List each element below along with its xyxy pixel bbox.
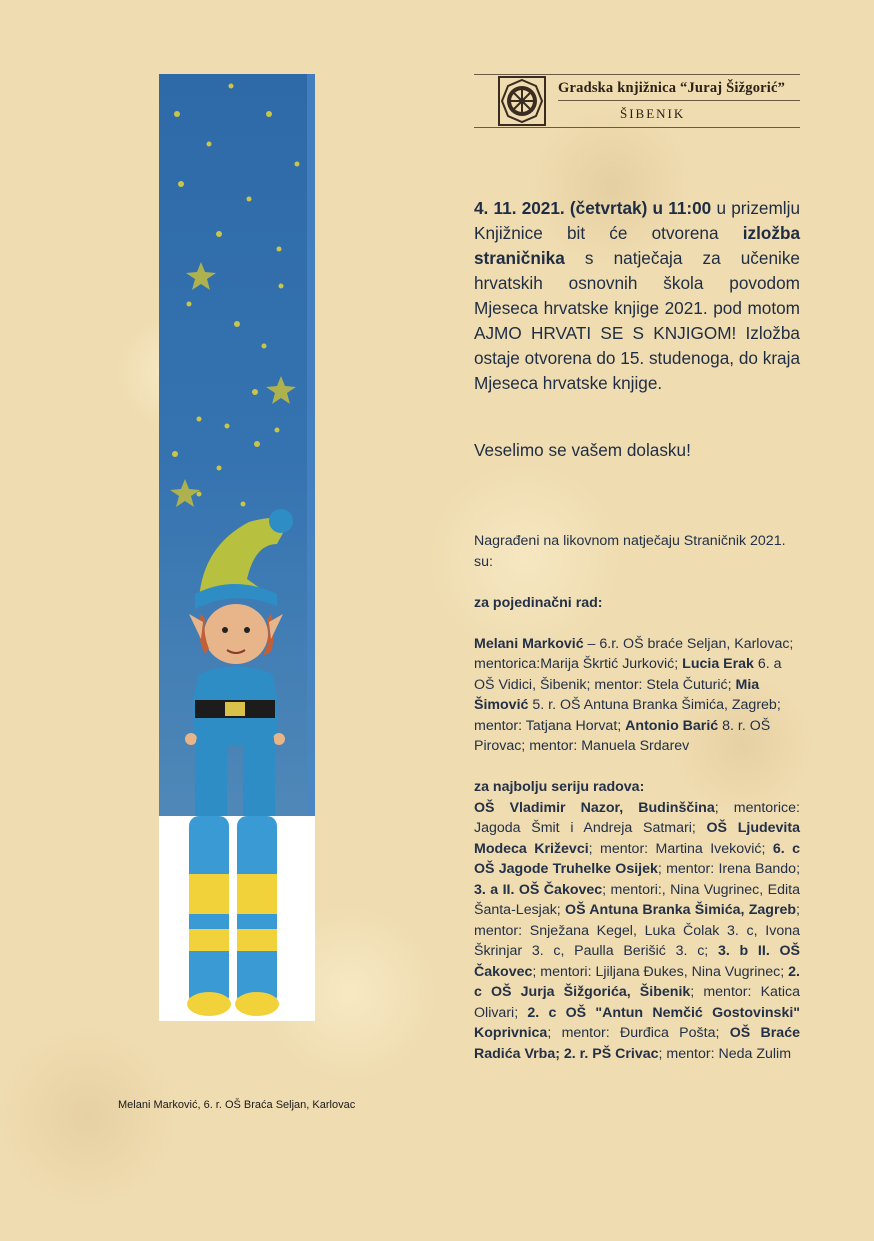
award-name: 2. c OŠ "Antun Nemčić Gostovinski" Koprivnica [474,1004,801,1041]
award-name: 3. a II. OŠ Čakovec [474,881,603,898]
artwork-caption: Melani Marković, 6. r. OŠ Braća Seljan, Karlovac [118,1099,356,1111]
logo-top-rule [474,74,800,75]
award-name: Antonio Barić [625,717,719,734]
award-details: ; mentor: Katica Olivari; [474,984,800,1021]
elf-bookmark-illustration [159,74,315,1021]
awards-section [474,531,800,1064]
award-details: ; mentor: Đurđica Pošta; [547,1025,720,1041]
award-name: 6. c OŠ Jagode Truhelke Osijek [474,840,800,877]
library-logo [474,74,800,128]
award-name: 3. b II. OŠ Čakovec [474,943,800,980]
library-name: Gradska knjižnica “Juraj Šižgorić” [558,80,786,96]
event-u: u [652,198,664,218]
award-details: ; mentor: Snježana Kegel, Luka Čolak 3. c, Ivona Škrinjar 3. c, Paulla Berišić 3. c; [474,902,800,959]
intro-paragraph [474,196,800,396]
award-details: ; mentor: Neda Zulim [658,1045,792,1062]
award-details: ; mentor: Martina Iveković; [588,840,766,857]
intro-text-2: s natječaja za učenike hrvatskih osnovnih škola povodom Mjeseca hrvatske knjige 2021. pod motom AJMO HRVATI SE S KNJIGOM! Izložba ostaje otvorena do 15. studenoga, do kraja Mjeseca hrvatske knjige. [474,248,800,393]
library-emblem-icon [498,76,546,126]
award-details: ; mentori: Ljiljana Đukes, Nina Vugrinec; [532,963,785,980]
series-list [474,798,800,1065]
award-name: OŠ Ljudevita Modeca Križevci [474,820,800,857]
award-details: – 6.r. OŠ braće Seljan, Karlovac; mentorica:Marija Škrtić Jurković; [474,635,794,672]
individual-list [474,634,800,757]
award-details: 6. a OŠ Vidici, Šibenik; mentor: Stela Čuturić; [474,656,782,693]
award-name: Mia Šimović [474,676,760,713]
award-name: OŠ Vladimir Nazor, Budinščina [474,799,715,816]
award-name: 2. c OŠ Jurja Šižgorića, Šibenik [474,963,800,1000]
award-name: Lucia Erak [682,656,754,672]
award-details: 8. r. OŠ Pirovac; mentor: Manuela Srdarev [474,717,771,754]
award-name: OŠ Antuna Branka Šimića, Zagreb [565,902,797,918]
award-name: Melani Marković [474,635,584,652]
awards-heading: Nagrađeni na likovnom natječaju Straničnik 2021. su: [474,533,786,570]
individual-heading: za pojedinačni rad: [474,594,603,611]
exhibit-name: izložba straničnika [474,223,800,268]
award-details: 5. r. OŠ Antuna Branka Šimića, Zagreb; mentor: Tatjana Horvat; [474,697,781,734]
logo-middle-rule [558,100,800,101]
award-details: ; mentorice: Jagoda Šmit i Andreja Satmari; [474,799,800,836]
award-details: ; mentor: Irena Bando; [657,861,801,877]
logo-bottom-rule [474,127,800,128]
greeting: Veselimo se vašem dolasku! [474,440,691,460]
event-date: 4. 11. 2021. (četvrtak) [474,198,648,218]
award-name: OŠ Braće Radića Vrba; 2. r. PŠ Crivac [474,1025,800,1062]
event-time: 11:00 [668,198,712,218]
award-details: ; mentori:, Nina Vugrinec, Edita Šanta-Lesjak; [474,881,800,918]
series-heading: za najbolju seriju radova: [474,779,645,795]
intro-text-1: u prizemlju Knjižnice bit će otvorena [474,198,801,243]
library-city: ŠIBENIK [620,106,686,121]
